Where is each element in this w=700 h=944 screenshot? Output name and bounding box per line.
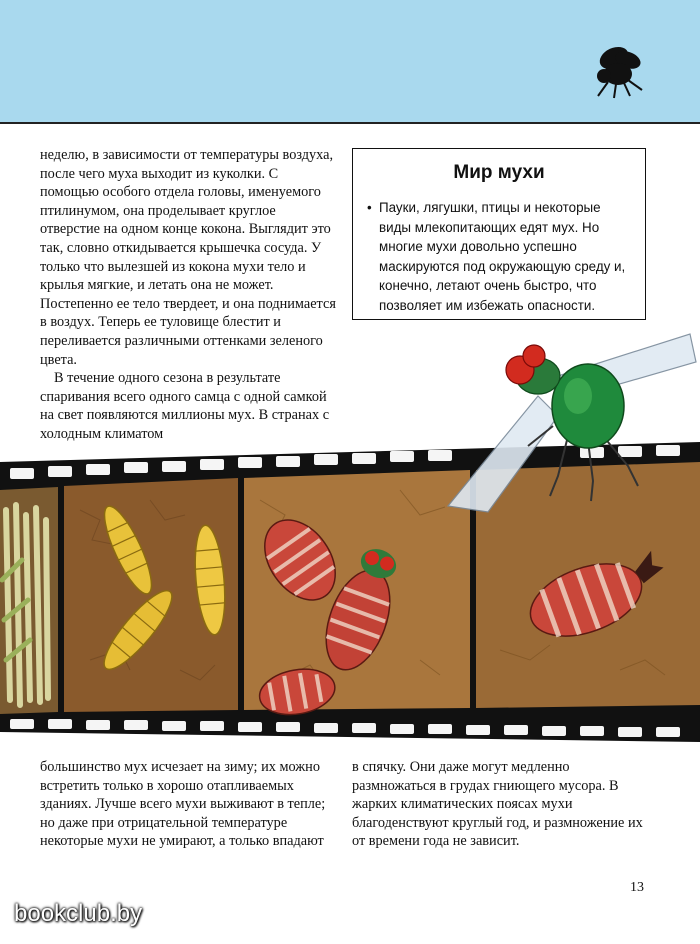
page-number: 13 [630,880,644,895]
paragraph-2: В течение одного сезона в результате спаривания всего одного самца с одной самкой на свет появляются миллионы мух. В странах с холодным климатом [40,370,330,442]
watermark: bookclub.by [14,900,143,927]
sidebar-box [352,148,646,320]
fly-silhouette-icon [584,38,654,100]
column-left-top [40,146,338,444]
column-left-bottom: большинство мух исчезает на зиму; их можно встретить только в хорошо отапливаемых зданиях. Лучше всего мухи выживают в тепле; но даже при отрицательной температуре некоторые мухи не умирают, а только впадают [40,759,326,850]
column-right-bottom: в спячку. Они даже могут медленно размножаться в грудах гниющего мусора. В жарких климатических поясах мухи благоденствуют круглый год, и размножение их от времени года не зависит. [352,759,643,850]
film-frame-eggs [0,487,58,714]
film-frame-larvae [64,478,238,712]
header-rule [0,122,700,124]
paragraph-1: неделю, в зависимости от температуры воздуха, после чего муха выходит из куколки. С помощью особого отдела головы, именуемого птилинумом, она проделывает круглое отверстие на одном конце кокона. Выглядит это так, словно откидывается крышечка сосуда. У только что вылезшей из кокона мухи тело и крылья мягкие, и летать она не может. Постепенно ее тело твердеет, и она поднимается в воздух. Теперь ее туловище блестит и переливается различными оттенками зеленого цвета. [40,147,336,368]
header-band [0,0,700,122]
sidebar-list [367,198,627,315]
sidebar-list-item: • Пауки, лягушки, птицы и некоторые виды млекопитающих едят мух. Но многие мухи довольно успешно маскируются под окружающую среду и, конечно, летают очень быстро, что позволяет им избежать опасности. [367,198,627,315]
sidebar-title: Мир мухи [453,162,545,183]
adult-fly-illustration [428,326,700,516]
